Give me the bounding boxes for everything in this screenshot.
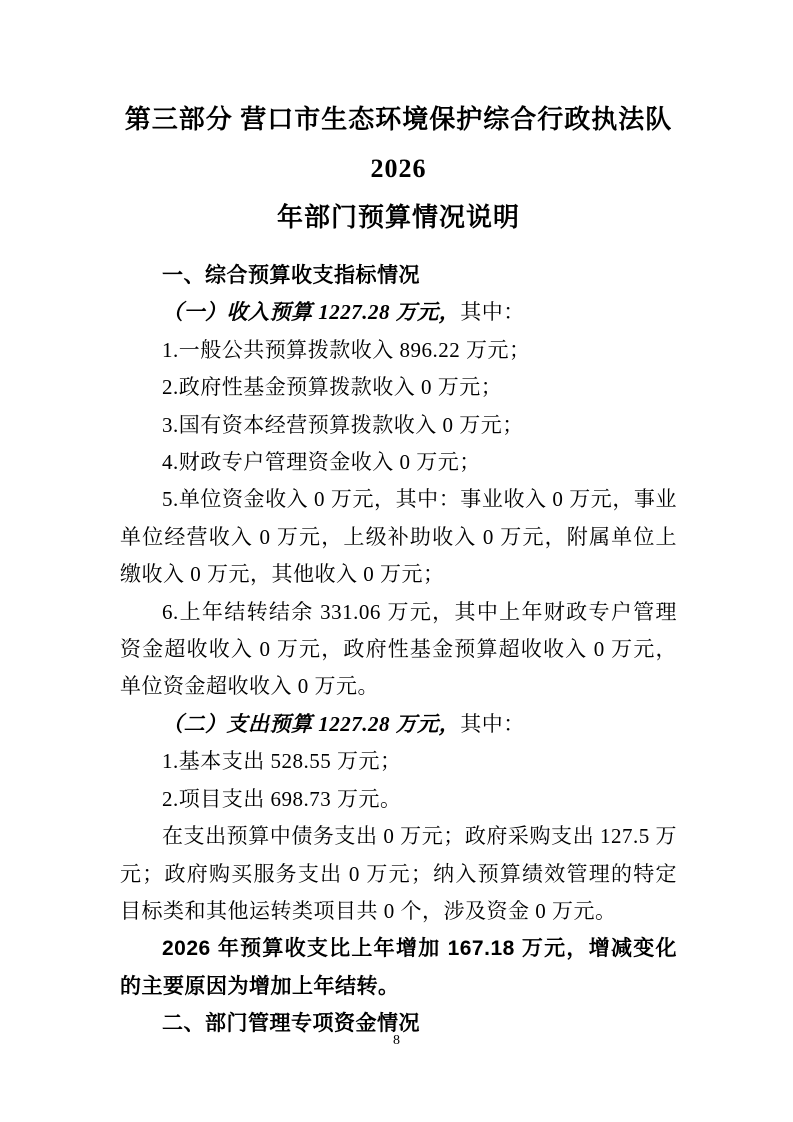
document-title bbox=[120, 95, 677, 242]
expenditure-detail-paragraph: 在支出预算中债务支出 0 万元；政府采购支出 127.5 万元；政府购买服务支出 0 万元；纳入预算绩效管理的特定目标类和其他运转类项目共 0 个，涉及资金 0 万元。 bbox=[120, 824, 677, 923]
title-line-2: 年部门预算情况说明 bbox=[276, 203, 520, 232]
income-item-5: 5.单位资金收入 0 万元，其中：事业收入 0 万元，事业单位经营收入 0 万元，上级补助收入 0 万元，附属单位上缴收入 0 万元，其他收入 0 万元； bbox=[120, 487, 677, 587]
income-item-2: 2.政府性基金预算拨款收入 0 万元； bbox=[162, 375, 503, 400]
expenditure-budget-subheading bbox=[120, 706, 677, 743]
income-budget-qizhong: 其中： bbox=[460, 300, 525, 325]
yoy-change-paragraph: 2026 年预算收支比上年增加 167.18 万元，增减变化的主要原因为增加上年结转。 bbox=[120, 937, 677, 998]
income-item-3: 3.国有资本经营预算拨款收入 0 万元； bbox=[162, 412, 524, 437]
page-number: 8 bbox=[393, 1033, 400, 1048]
income-item-1: 1.一般公共预算拨款收入 896.22 万元； bbox=[162, 337, 531, 362]
section-1-heading: 一、综合预算收支指标情况 bbox=[162, 264, 420, 287]
income-budget-amount: （一）收入预算 1227.28 万元， bbox=[162, 300, 461, 325]
expenditure-budget-amount: （二）支出预算 1227.28 万元， bbox=[162, 711, 461, 736]
income-item-6: 6.上年结转结余 331.06 万元，其中上年财政专户管理资金超收收入 0 万元，政府性基金预算超收收入 0 万元，单位资金超收收入 0 万元。 bbox=[120, 599, 677, 699]
section-2-heading: 二、部门管理专项资金情况 bbox=[162, 1012, 420, 1036]
expenditure-item-1: 1.基本支出 528.55 万元； bbox=[162, 749, 402, 774]
expenditure-item-2: 2.项目支出 698.73 万元。 bbox=[162, 786, 402, 811]
expenditure-budget-qizhong: 其中： bbox=[460, 711, 525, 736]
document-body bbox=[120, 95, 677, 1043]
income-item-4: 4.财政专户管理资金收入 0 万元； bbox=[162, 450, 481, 475]
income-budget-subheading bbox=[120, 294, 677, 331]
title-line-1: 第三部分 营口市生态环境保护综合行政执法队 2026 bbox=[124, 105, 673, 183]
